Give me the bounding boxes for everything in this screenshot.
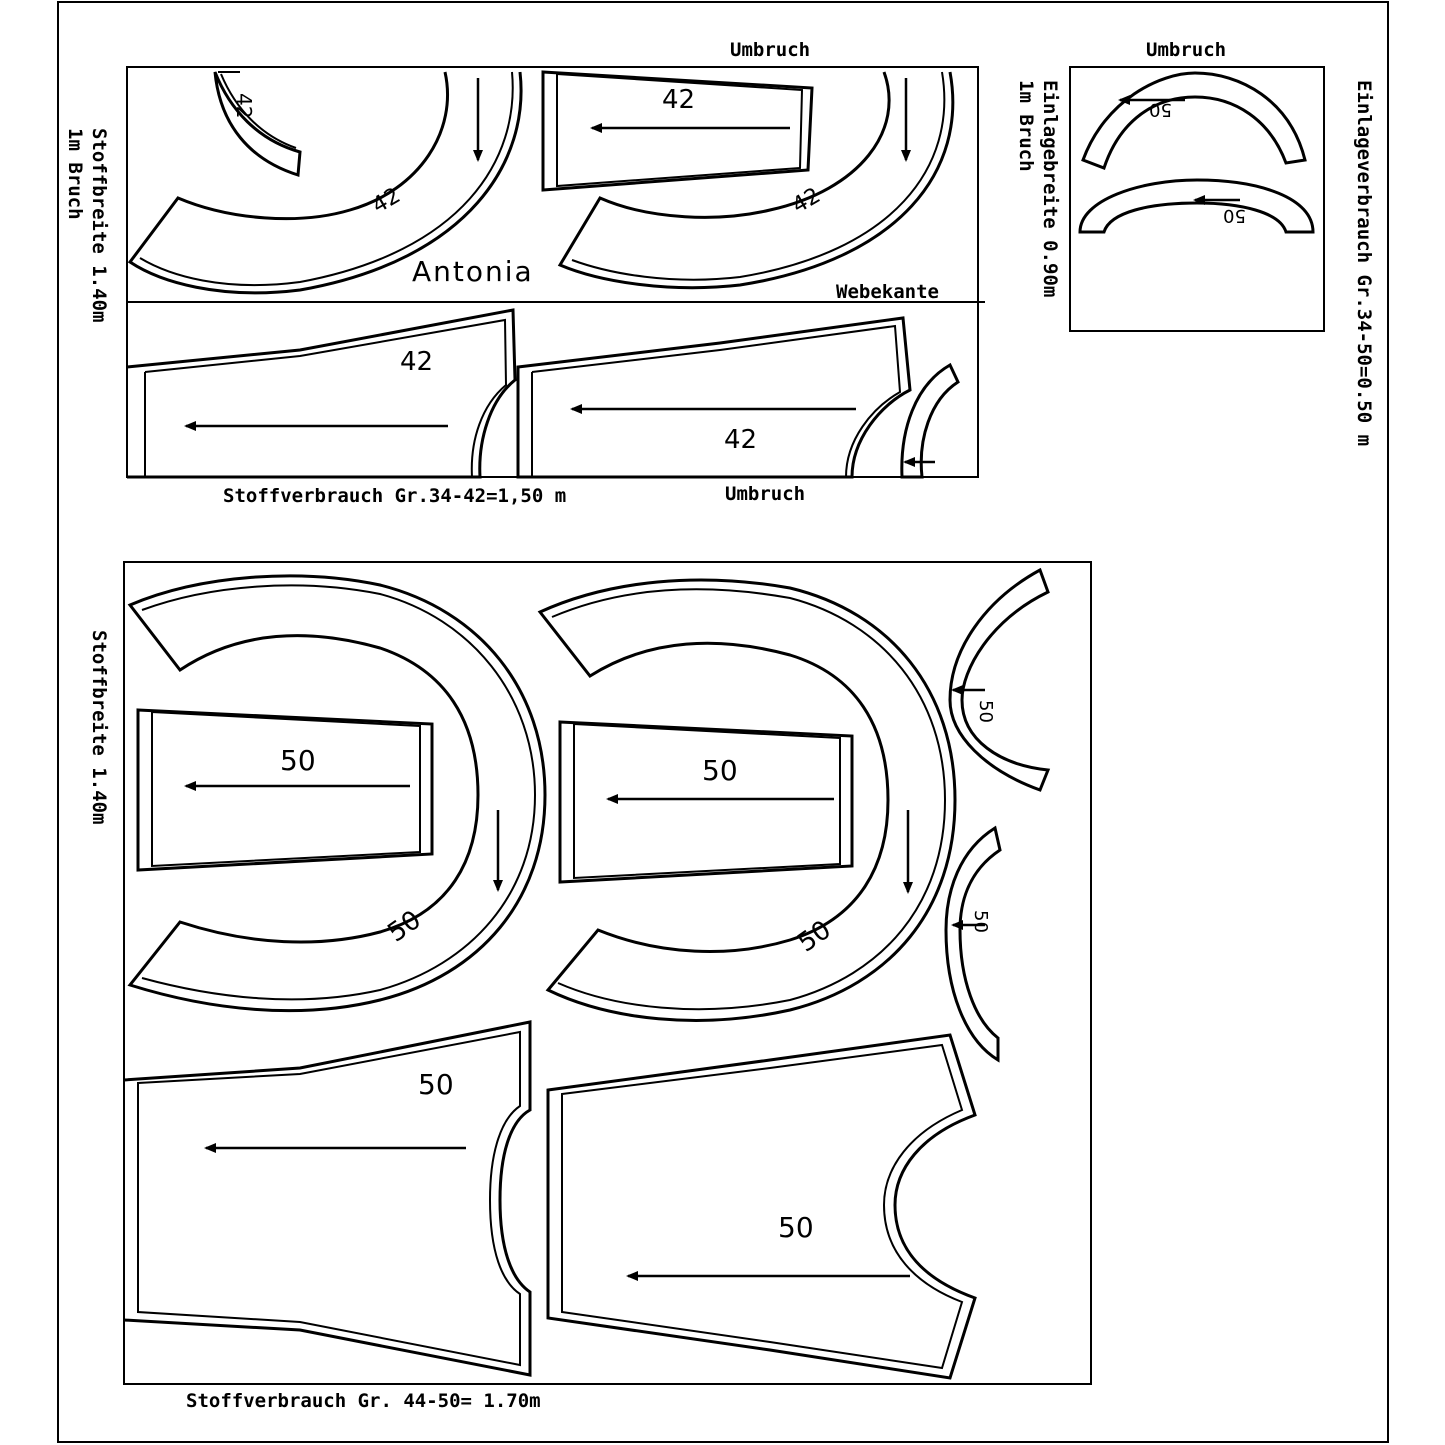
size-label: 50 [1223,205,1246,226]
interfacing-layout [1015,39,1375,446]
size-label: 50 [382,904,427,949]
size-label: 42 [724,425,758,455]
bodice-piece-42-a [127,310,515,477]
interfacing-fold-note: 1m Bruch [1015,80,1037,172]
size-label: 50 [975,700,996,723]
bodice-piece-50-a [124,1022,530,1375]
sleeve-arc-42-b [560,72,953,288]
interfacing-arc-a [1083,73,1305,168]
size-label: 42 [400,347,434,377]
size-label: 50 [280,744,316,777]
collar-piece-42 [215,72,300,175]
size-label: 42 [368,183,405,219]
fabric-width-label-50: Stoffbreite 1.40m [88,630,110,825]
facing-piece-50-a [950,570,1048,790]
size-label: 42 [662,85,696,115]
interfacing-consumption-label: Einlageverbrauch Gr.34-50=0.50 m [1353,80,1375,447]
size-label: 50 [970,910,991,933]
consumption-label: Stoffverbrauch Gr.34-42=1,50 m [223,485,567,507]
fabric-area-50 [124,562,1091,1384]
interfacing-arc-b [1080,180,1313,232]
layout-42 [64,39,985,507]
size-label: 50 [1149,99,1172,120]
size-label: 50 [418,1068,454,1101]
cuff-piece-42 [543,72,812,190]
cuff-piece-50-a [138,710,432,870]
fold-label-top: Umbruch [730,39,811,61]
size-label: 42 [232,93,256,119]
size-label: 50 [702,754,738,787]
cuff-piece-50-b [560,722,852,882]
fold-note: 1m Bruch [64,128,86,220]
fold-label-bottom: Umbruch [725,483,806,505]
bodice-piece-50-b [548,1035,975,1378]
interfacing-width-label: Einlagebreite 0.90m [1039,80,1061,298]
selvedge-label: Webekante [836,281,939,303]
fabric-width-label: Stoffbreite 1.40m [88,128,110,323]
model-name: Antonia [412,255,534,288]
consumption-label-50: Stoffverbrauch Gr. 44-50= 1.70m [186,1390,541,1412]
bodice-piece-42-b [518,318,910,477]
interfacing-fold-label: Umbruch [1146,39,1227,61]
sleeve-arc-50-a [130,576,545,1011]
layout-50 [88,562,1091,1412]
size-label: 50 [792,914,837,959]
facing-piece-50-b [946,828,1000,1060]
size-label: 42 [788,183,825,219]
size-label: 50 [778,1211,814,1244]
